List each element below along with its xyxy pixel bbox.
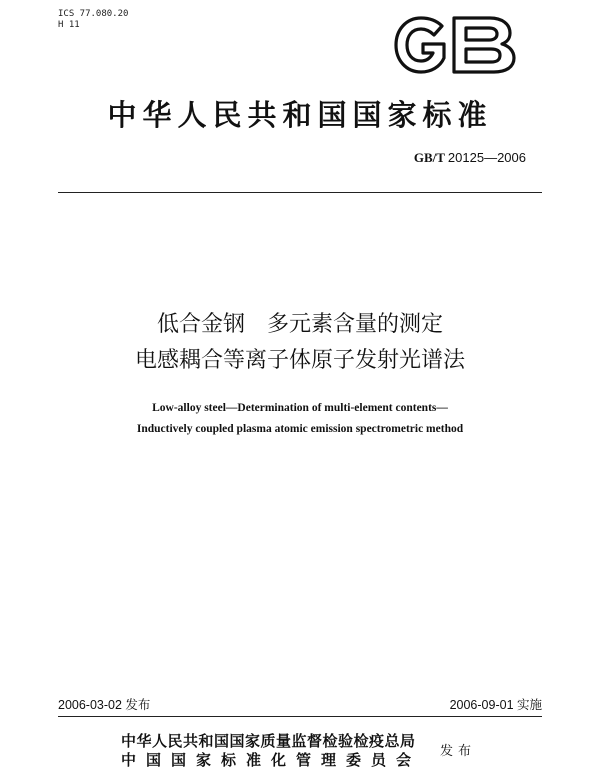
issuer-line-1: 中华人民共和国国家质量监督检验检疫总局 (121, 732, 416, 750)
ccs-code: H 11 (58, 20, 80, 30)
gb-logo (390, 14, 520, 76)
issuing-authorities (121, 732, 431, 770)
issuer-line-2: 中国国家标准化管理委员会 (121, 751, 422, 769)
chinese-title-line-2: 电感耦合等离子体原子发射光谱法 (134, 348, 465, 373)
english-title (0, 398, 600, 440)
classification-codes (58, 9, 128, 31)
chinese-title-line-1: 低合金钢 多元素含量的测定 (156, 312, 443, 337)
bottom-divider (58, 716, 542, 717)
implementation-date: 2006-09-01 实施 (449, 698, 542, 712)
ics-code: ICS 77.080.20 (58, 9, 129, 19)
standard-type-title: 中华人民共和国国家标准 (107, 98, 493, 132)
issue-date: 2006-03-02 发布 (58, 698, 151, 712)
standard-number (414, 150, 526, 166)
chinese-title (0, 307, 600, 379)
standard-number-prefix: GB/T (413, 150, 445, 165)
english-title-line-2: Inductively coupled plasma atomic emission spectrometric method (136, 423, 464, 435)
top-divider (58, 192, 542, 193)
english-title-line-1: Low-alloy steel—Determination of multi-element contents— (152, 402, 448, 414)
standard-number-value: 20125—2006 (447, 150, 526, 165)
publish-label: 发布 (440, 744, 477, 759)
